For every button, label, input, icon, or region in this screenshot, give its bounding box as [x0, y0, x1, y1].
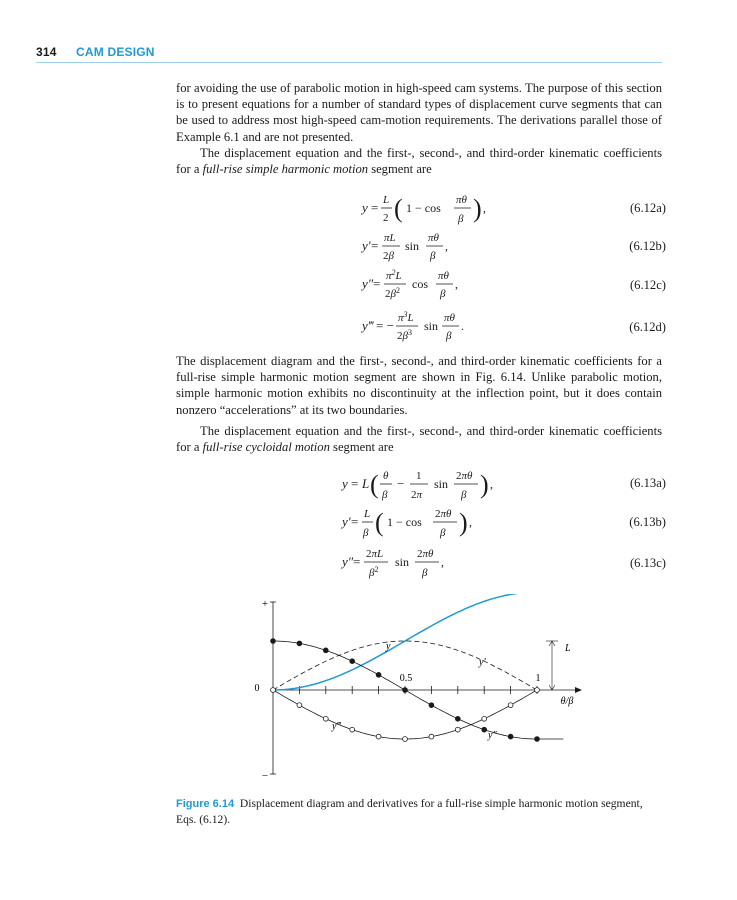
svg-text:β: β: [440, 527, 446, 539]
yppp-point: [508, 703, 513, 708]
equation-6-12d: [340, 306, 520, 346]
ypp-point: [323, 648, 328, 653]
paragraph-4: [176, 423, 662, 455]
svg-text:β2: $\beta^2$: [369, 565, 379, 579]
svg-text:2β3: $2\beta^3$: [397, 328, 412, 342]
svg-text:1 − cos: 1 − cos: [387, 515, 422, 529]
eq-number-6-13c: (6.13c): [629, 556, 666, 570]
eq-number-6-12c: (6.12c): [629, 278, 666, 292]
svg-text:=: =: [353, 554, 361, 569]
eq-lhs: y′: [342, 514, 351, 529]
axis-arrow: [575, 687, 582, 693]
figure-caption: [176, 796, 662, 827]
caption-label: Figure 6.14: [176, 798, 235, 810]
svg-text:2πθ: 2πθ: [435, 508, 452, 520]
eq-number-6-13a: (6.13a): [629, 476, 666, 490]
yppp-point: [350, 727, 355, 732]
yppp-point: [323, 716, 328, 721]
svg-text:2: 2: [383, 212, 389, 224]
eq-number-6-12d: (6.12d): [629, 320, 666, 334]
axis-label: θ/β: [560, 696, 574, 707]
running-head: [36, 44, 662, 63]
y-curve-label: y: [386, 641, 391, 652]
svg-text:(: (: [394, 194, 403, 223]
svg-text:=: =: [373, 276, 381, 291]
svg-text:πL: πL: [384, 232, 396, 244]
svg-text:,: ,: [445, 239, 448, 253]
yppp-point: [429, 734, 434, 739]
eq-lhs: y″: [362, 276, 374, 291]
eq-lhs: y‴: [362, 318, 374, 333]
svg-text:β: β: [440, 288, 446, 300]
svg-text:−: −: [397, 476, 405, 491]
eq-lhs: y: [362, 200, 368, 215]
figure-6-14: [250, 594, 590, 784]
ypp-point: [297, 641, 302, 646]
yppp-point: [403, 737, 408, 742]
paragraph-3: The displacement diagram and the first-, second-, and third-order kinematic coefficients for a full-rise simple harmonic motion segment are shown in Fig. 6.14. Unlike parabolic motion, simple harmonic motion exhibits no discontinuity at the inflection point, but it does contain nonzero “accelerations” at its two boundaries.: [176, 354, 662, 417]
yppp-curve-label: y‴: [332, 721, 341, 732]
equation-6-12c: [340, 266, 520, 306]
svg-text:=: =: [371, 200, 379, 215]
svg-text:=: =: [371, 238, 379, 253]
svg-text:β: β: [382, 489, 388, 501]
svg-text:sin: sin: [434, 477, 449, 491]
ypp-point: [455, 716, 460, 721]
curve-yppp: [273, 690, 537, 739]
eq-lhs: y: [342, 476, 348, 491]
figure-curves: [273, 594, 563, 739]
L-label: L: [565, 643, 571, 654]
paragraph-1: for avoiding the use of parabolic motion in high-speed cam systems. The purpose of this section is to present equations for a number of standard types of displacement curve segments that can be used to address most high-speed cam-motion requirements. The derivations parallel those of Example 6.1 and are not presented.: [176, 81, 662, 144]
svg-text:β: β: [430, 250, 436, 262]
ypp-point: [376, 672, 381, 677]
ypp-point: [535, 737, 540, 742]
page-number: 314: [36, 45, 57, 59]
eq-number-6-13b: (6.13b): [629, 515, 666, 529]
paragraph-2: [176, 145, 662, 177]
svg-text:β: β: [461, 489, 467, 501]
eq-lhs: y″: [342, 554, 354, 569]
origin-label: 0: [254, 683, 260, 694]
svg-text:β: β: [363, 527, 369, 539]
svg-text:sin: sin: [424, 319, 439, 333]
svg-text:2πθ: 2πθ: [456, 470, 473, 482]
ypp-point: [403, 688, 408, 693]
yppp-point: [535, 688, 540, 693]
paragraph-4-end: segment are: [329, 440, 394, 455]
equation-6-12b: [340, 228, 520, 268]
svg-text:2π: 2π: [411, 489, 423, 501]
svg-text:,: ,: [469, 515, 472, 529]
svg-text:cos: cos: [412, 277, 428, 291]
yppp-point: [376, 734, 381, 739]
svg-text:θ: θ: [383, 470, 389, 482]
svg-text:): ): [459, 508, 468, 537]
ypp-curve-label: y″: [488, 730, 497, 741]
equation-6-13b: [340, 502, 520, 544]
eq-number-6-12a: (6.12a): [629, 201, 666, 215]
yppp-point: [297, 703, 302, 708]
svg-text:=: =: [351, 514, 359, 529]
equation-6-13a: [340, 464, 540, 506]
svg-text:,: ,: [483, 201, 486, 215]
ypp-point: [271, 639, 276, 644]
svg-text:2πL: 2πL: [366, 548, 384, 560]
svg-text:sin: sin: [395, 555, 410, 569]
svg-text:2πθ: 2πθ: [417, 548, 434, 560]
ypp-point: [482, 727, 487, 732]
svg-text:β: β: [458, 213, 464, 225]
svg-text:β: β: [446, 330, 452, 342]
svg-text:πθ: πθ: [456, 194, 467, 206]
one-tick-label: 1: [535, 673, 541, 684]
svg-text:L: L: [362, 476, 370, 491]
svg-text:π2L: $\pi^2L$: [386, 268, 402, 282]
paragraph-2-term: full-rise simple harmonic motion: [202, 162, 369, 177]
ypp-point: [508, 734, 513, 739]
ypp-point: [429, 703, 434, 708]
yppp-point: [455, 727, 460, 732]
yp-curve-label: y′: [479, 657, 486, 668]
svg-text:L: L: [383, 194, 390, 206]
half-tick-label: 0.5: [399, 673, 413, 684]
svg-text:(: (: [370, 470, 379, 499]
svg-text:,: ,: [441, 555, 444, 569]
paragraph-2-start: The displacement equation and the first-, second-, and third-order kinematic coefficients for a: [176, 146, 662, 177]
svg-text:πθ: πθ: [428, 232, 439, 244]
ypp-point: [350, 659, 355, 664]
svg-text:1 − cos: 1 − cos: [406, 201, 441, 215]
eq-number-6-12b: (6.12b): [629, 239, 666, 253]
svg-text:sin: sin: [405, 239, 420, 253]
svg-text:πθ: πθ: [444, 312, 455, 324]
svg-text:π3L: $\pi^3L$: [398, 310, 414, 324]
chapter-title: CAM DESIGN: [76, 45, 155, 59]
yppp-point: [271, 688, 276, 693]
caption-text: Displacement diagram and derivatives for a full-rise simple harmonic motion segment, Eqs. (6.12).: [176, 797, 643, 826]
plus-label: +: [261, 598, 269, 610]
equation-6-13c: [340, 542, 520, 584]
svg-text:1: 1: [416, 470, 422, 482]
svg-text:): ): [473, 194, 482, 223]
svg-text:= −: = −: [376, 318, 394, 333]
paragraph-2-end: segment are: [368, 162, 432, 177]
paragraph-4-term: full-rise cycloidal motion: [202, 440, 330, 455]
svg-text:β: β: [422, 567, 428, 579]
svg-text:=: =: [351, 476, 359, 491]
svg-text:(: (: [375, 508, 384, 537]
eq-lhs: y′: [362, 238, 371, 253]
yppp-point: [482, 716, 487, 721]
svg-text:,: ,: [490, 477, 493, 491]
svg-text:2β2: $2\beta^2$: [385, 286, 400, 300]
svg-text:πθ: πθ: [438, 270, 449, 282]
svg-text:.: .: [461, 319, 464, 333]
equation-6-12a: [340, 188, 520, 230]
svg-text:,: ,: [455, 277, 458, 291]
paragraph-4-start: The displacement equation and the first-, second-, and third-order kinematic coefficients for a: [176, 424, 662, 455]
minus-label: −: [261, 770, 269, 782]
svg-text:2β: 2β: [383, 250, 394, 262]
svg-text:L: L: [364, 508, 371, 520]
svg-text:): ): [480, 470, 489, 499]
